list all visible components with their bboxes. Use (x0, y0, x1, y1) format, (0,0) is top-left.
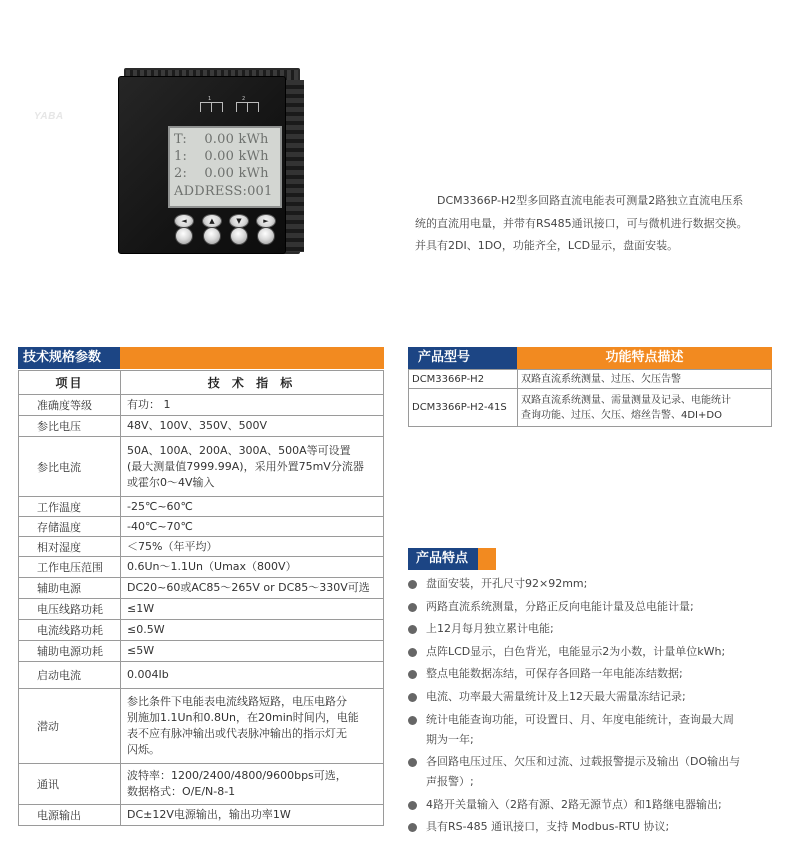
left-arrow-icon: ◄ (174, 214, 194, 228)
table-row (19, 764, 384, 805)
table-row (19, 805, 384, 826)
spec-value: DC20~60或AC85～265V or DC85～330V可选 (121, 578, 384, 599)
table-row (19, 599, 384, 620)
model-table (408, 369, 772, 427)
down-arrow-icon: ▼ (229, 214, 249, 228)
bullet-icon (408, 625, 417, 634)
spec-value: ≤1W (121, 599, 384, 620)
table-row (19, 689, 384, 764)
lcd-line-1: 1: 0.00 kWh (174, 149, 269, 164)
bullet-icon (408, 670, 417, 679)
table-row (19, 641, 384, 662)
feature-text: 电流、功率最大需量统计及上12天最大需量冻结记录; (426, 689, 686, 703)
spec-value: ≤0.5W (121, 620, 384, 641)
meter-key-left (175, 227, 193, 245)
spec-value: 有功： 1 (121, 395, 384, 416)
model-desc-col-title: 功能特点描述 (605, 350, 684, 365)
spec-item: 存储温度 (19, 517, 121, 537)
list-item (408, 597, 794, 617)
diagram-label: 1 (208, 96, 212, 102)
spec-value: ＜75%（年平均） (121, 537, 384, 557)
list-item (408, 817, 794, 837)
bullet-icon (408, 580, 417, 589)
spec-item: 准确度等级 (19, 395, 121, 416)
spec-item: 辅助电源功耗 (19, 641, 121, 662)
up-arrow-icon: ▲ (202, 214, 222, 228)
list-item (408, 642, 794, 662)
model-desc: 双路直流系统测量、过压、欠压告警 (518, 370, 772, 389)
table-row (19, 437, 384, 497)
feature-text: 各回路电压过压、欠压和过流、过载报警提示及输出（DO输出与 声报警）; (426, 755, 741, 789)
intro-line: 统的直流用电量，并带有RS485通讯接口，可与微机进行数据交换。 (415, 216, 748, 230)
spec-col-item: 项目 (19, 371, 121, 395)
spec-item: 参比电流 (19, 437, 121, 497)
spec-value: 50A、100A、200A、300A、500A等可设置 (最大测量值7999.99A)，采用外置75mV分流器 或霍尔0～4V输入 (121, 437, 384, 497)
spec-section-title: 技术规格参数 (18, 347, 120, 369)
features-section-header (408, 548, 496, 570)
list-item (408, 574, 794, 594)
list-item (408, 710, 794, 750)
table-row (19, 578, 384, 599)
spec-section-header (18, 347, 384, 369)
feature-text: 4路开关量输入（2路有源、2路无源节点）和1路继电器输出; (426, 797, 722, 811)
table-row (19, 517, 384, 537)
table-row (19, 416, 384, 437)
spec-value: 48V、100V、350V、500V (121, 416, 384, 437)
spec-col-value: 技 术 指 标 (121, 371, 384, 395)
model-desc: 双路直流系统测量、需量测量及记录、电能统计 查询功能、过压、欠压、熔丝告警、4DI+DO (518, 389, 772, 427)
bullet-icon (408, 758, 417, 767)
wiring-diagram-icon (196, 96, 272, 120)
table-row (19, 662, 384, 689)
model-name: DCM3366P-H2-41S (409, 389, 518, 427)
spec-value: ≤5W (121, 641, 384, 662)
product-intro (415, 190, 787, 258)
table-row (19, 497, 384, 517)
meter-key-up (203, 227, 221, 245)
lcd-line-total: T: 0.00 kWh (174, 132, 269, 147)
bullet-icon (408, 693, 417, 702)
bullet-icon (408, 648, 417, 657)
bullet-icon (408, 801, 417, 810)
bullet-icon (408, 716, 417, 725)
bullet-icon (408, 823, 417, 832)
intro-line: DCM3366P-H2型多回路直流电能表可测量2路独立直流电压系 (437, 194, 744, 207)
spec-value: -25℃~60℃ (121, 497, 384, 517)
spec-item: 工作电压范围 (19, 557, 121, 578)
lcd-display (168, 126, 282, 208)
spec-value: DC±12V电源输出，输出功率1W (121, 805, 384, 826)
list-item (408, 664, 794, 684)
spec-item: 相对湿度 (19, 537, 121, 557)
spec-value: 参比条件下电能表电流线路短路，电压电路分 别施加1.1Un和0.8Un，在20min时间内，电能 表不应有脉冲输出或代表脉冲输出的指示灯无 闪烁。 (121, 689, 384, 764)
features-section-title: 产品特点 (408, 548, 478, 570)
feature-text: 具有RS-485 通讯接口，支持 Modbus-RTU 协议; (426, 820, 670, 834)
model-section-header (408, 347, 772, 369)
list-item (408, 795, 794, 815)
right-arrow-icon: ► (256, 214, 276, 228)
list-item (408, 687, 794, 707)
spec-item: 参比电压 (19, 416, 121, 437)
spec-item: 电源输出 (19, 805, 121, 826)
model-name: DCM3366P-H2 (409, 370, 518, 389)
feature-text: 两路直流系统测量，分路正反向电能计量及总电能计量; (426, 599, 694, 613)
feature-text: 统计电能查询功能，可设置日、月、年度电能统计，查询最大周 期为一年; (426, 712, 734, 746)
feature-text: 整点电能数据冻结，可保存各回路一年电能冻结数据; (426, 667, 683, 681)
meter-key-right (257, 227, 275, 245)
diagram-label: 2 (242, 96, 246, 102)
bullet-icon (408, 603, 417, 612)
features-list (408, 574, 794, 840)
brand-logo: YABA (34, 111, 64, 122)
table-row (19, 395, 384, 416)
feature-text: 点阵LCD显示，白色背光，电能显示2为小数，计量单位kWh; (426, 644, 726, 658)
table-row (19, 537, 384, 557)
meter-side-fins (286, 80, 304, 252)
meter-key-down (230, 227, 248, 245)
model-col-title: 产品型号 (408, 347, 517, 369)
spec-value: -40℃~70℃ (121, 517, 384, 537)
spec-item: 电压线路功耗 (19, 599, 121, 620)
feature-text: 盘面安装，开孔尺寸92×92mm; (426, 577, 588, 590)
lcd-line-address: ADDRESS:001 (174, 184, 273, 199)
intro-line: 并具有2DI、1DO，功能齐全，LCD显示，盘面安装。 (415, 239, 679, 252)
spec-item: 通讯 (19, 764, 121, 805)
spec-value: 波特率：1200/2400/4800/9600bps可选， 数据格式：O/E/N-8-1 (121, 764, 384, 805)
spec-table (18, 370, 384, 826)
spec-item: 启动电流 (19, 662, 121, 689)
spec-item: 电流线路功耗 (19, 620, 121, 641)
table-row (19, 557, 384, 578)
table-row (409, 389, 772, 427)
spec-value: 0.004Ib (121, 662, 384, 689)
list-item (408, 619, 794, 639)
table-row (19, 620, 384, 641)
spec-item: 潜动 (19, 689, 121, 764)
lcd-line-2: 2: 0.00 kWh (174, 166, 269, 181)
spec-item: 工作温度 (19, 497, 121, 517)
feature-text: 上12月每月独立累计电能; (426, 622, 554, 636)
list-item (408, 752, 794, 792)
spec-value: 0.6Un～1.1Un（Umax（800V） (121, 557, 384, 578)
spec-item: 辅助电源 (19, 578, 121, 599)
table-row (409, 370, 772, 389)
